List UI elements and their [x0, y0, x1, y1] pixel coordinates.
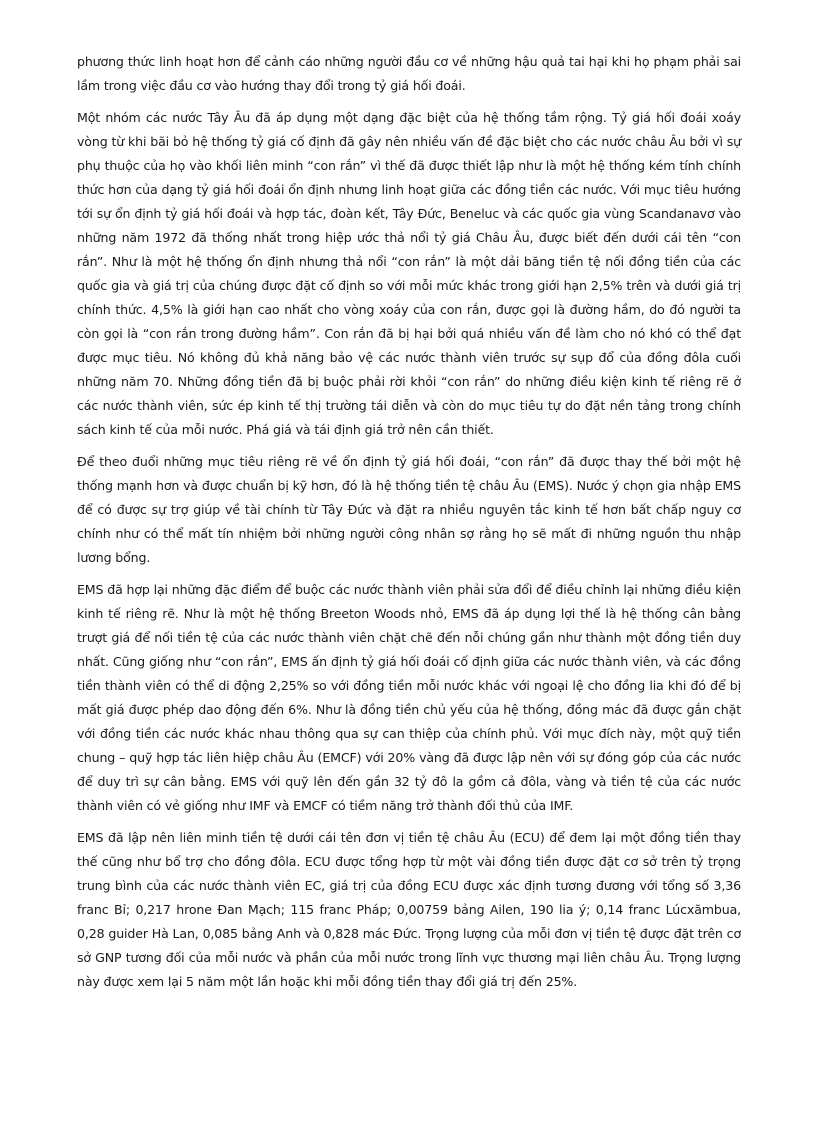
paragraph-3: Để theo đuổi những mục tiêu riêng rẽ về ổn định tỷ giá hối đoái, “con rắn” đã được thay thế bởi một hệ thống mạnh hơn và được chuẩn bị kỹ hơn, đó là hệ thống tiền tệ châu Âu (EMS). Nước ý chọn gia nhập EMS để có được sự trợ giúp về tài chính từ Tây Đức và đặt ra nhiều nguyên tắc kinh tế hơn bất chấp nguy cơ chính như có thể mất tín nhiệm bởi những người công nhân sợ rằng họ sẽ mất đi những nguồn thu nhập lương bổng. — [77, 454, 741, 565]
paragraph-5: EMS đã lập nên liên minh tiền tệ dưới cái tên đơn vị tiền tệ châu Âu (ECU) để đem lại một đồng tiền thay thế cũng như bổ trợ cho đồng đôla. ECU được tổng hợp từ một vài đồng tiền được đặt cơ sở trên tỷ trọng trung bình của các nước thành viên EC, giá trị của đồng ECU được xác định tương đương với tổng số 3,36 franc Bỉ; 0,217 hrone Đan Mạch; 115 franc Pháp; 0,00759 bảng Ailen, 190 lia ý; 0,14 franc Lúcxămbua, 0,28 guider Hà Lan, 0,085 bảng Anh và 0,828 mác Đức. Trọng lượng của mỗi đơn vị tiền tệ được đặt trên cơ sở GNP tương đối của mỗi nước và phần của mỗi nước trong lĩnh vực thương mại liên châu Âu. Trọng lượng này được xem lại 5 năm một lần hoặc khi mỗi đồng tiền thay đổi giá trị đến 25%. — [77, 830, 741, 989]
paragraph-4: EMS đã hợp lại những đặc điểm để buộc các nước thành viên phải sửa đổi để điều chỉnh lại những điều kiện kinh tế riêng rẽ. Như là một hệ thống Breeton Woods nhỏ, EMS đã áp dụng lợi thế là hệ thống cân bằng trượt giá để nối tiền tệ của các nước thành viên chặt chẽ đến nỗi chúng gần như thành một đồng tiền duy nhất. Cũng giống như “con rắn”, EMS ấn định tỷ giá hối đoái cố định giữa các nước thành viên, và các đồng tiền thành viên có thể di động 2,25% so với đồng tiền mỗi nước khác với ngoại lệ cho đồng lia khi đó để bị mất giá được phép dao động đến 6%. Như là đồng tiền chủ yếu của hệ thống, đồng mác đã được gắn chặt với đồng tiền các nước khác nhau thông qua sự can thiệp của chính phủ. Với mục đích này, một quỹ tiền chung – quỹ hợp tác liên hiệp châu Âu (EMCF) với 20% vàng đã được lập nên với sự đóng góp của các nước để duy trì sự cân bằng. EMS với quỹ lên đến gần 32 tỷ đô la gồm cả đôla, vàng và tiền tệ của các nước thành viên có vẻ giống như IMF và EMCF có tiềm năng trở thành đối thủ của IMF. — [77, 582, 741, 813]
paragraph-1: phương thức linh hoạt hơn để cảnh cáo những người đầu cơ về những hậu quả tai hại khi họ phạm phải sai lầm trong việc đầu cơ vào hướng thay đổi trong tỷ giá hối đoái. — [77, 54, 741, 93]
paragraph-2: Một nhóm các nước Tây Âu đã áp dụng một dạng đặc biệt của hệ thống tầm rộng. Tỷ giá hối đoái xoáy vòng từ khi bãi bỏ hệ thống tỷ giá cố định đã gây nên nhiều vấn đề đặc biệt cho các nước châu Âu bởi vì sự phụ thuộc của họ vào khối liên minh “con rắn” vì thế đã được thiết lập như là một hệ thống kém tính chính thức hơn của dạng tỷ giá hối đoái ổn định nhưng linh hoạt giữa các đồng tiền các nước. Với mục tiêu hướng tới sự ổn định tỷ giá hối đoái và hợp tác, đoàn kết, Tây Đức, Beneluc và các quốc gia vùng Scandanavơ vào những năm 1972 đã thống nhất trong hiệp ước thả nổi tỷ giá Châu Âu, được biết đến dưới cái tên “con rắn”. Như là một hệ thống ổn định nhưng thả nổi “con rắn” là một dải băng tiền tệ nối đồng tiền của các quốc gia và giá trị của chúng được đặt cố định so với mỗi mức khác trong giới hạn 2,5% trên và dưới giá trị chính thức. 4,5% là giới hạn cao nhất cho vòng xoáy của con rắn, được gọi là đường hầm, do đó người ta còn gọi là “con rắn trong đường hầm”. Con rắn đã bị hại bởi quá nhiều vấn đề làm cho nó khó có thể đạt được mục tiêu. Nó không đủ khả năng bảo vệ các nước thành viên trước sự sụp đổ của đồng đôla cuối những năm 70. Những đồng tiền đã bị buộc phải rời khỏi “con rắn” do những điều kiện kinh tế riêng rẽ ở các nước thành viên, sức ép kinh tế thị trường tái diễn và còn do mục tiêu tự do đặt nền tảng trong chính sách kinh tế của mỗi nước. Phá giá và tái định giá trở nên cần thiết. — [77, 110, 741, 437]
document-page — [77, 50, 741, 1002]
